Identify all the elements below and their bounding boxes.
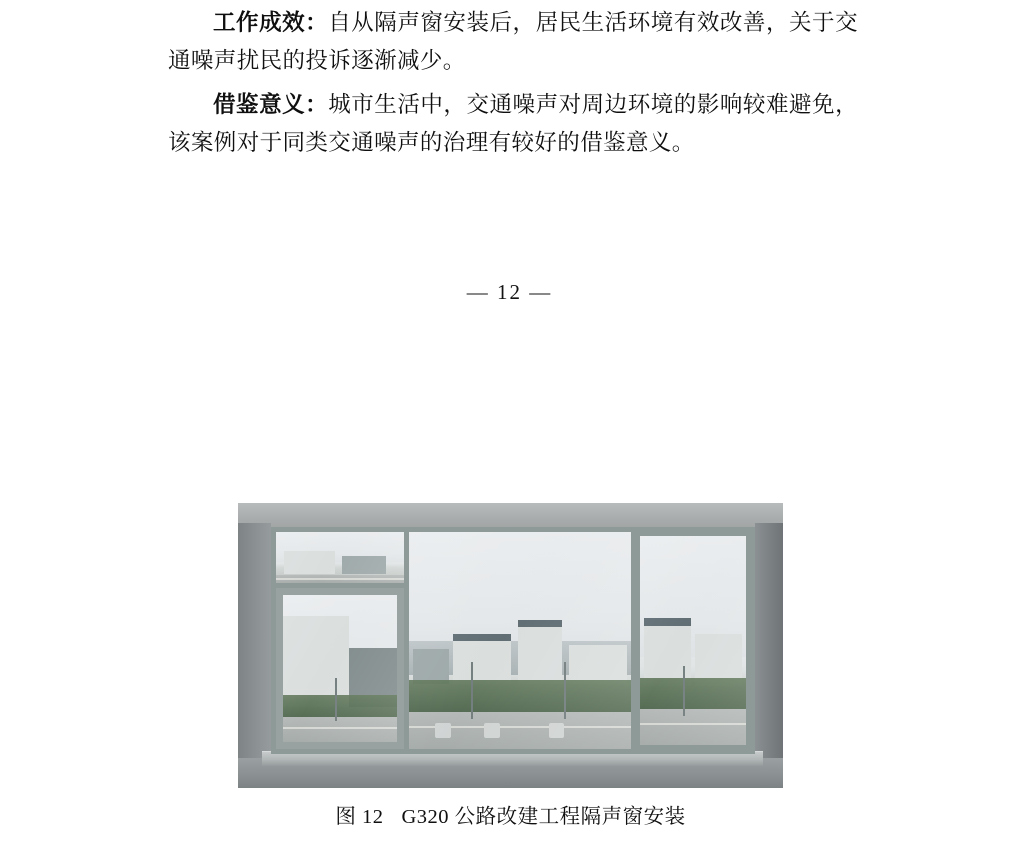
building-roof xyxy=(518,620,563,628)
figure-number: 图 12 xyxy=(335,806,384,828)
outdoor-scene-center xyxy=(409,532,632,749)
utility-pole xyxy=(683,666,685,716)
body-text-block xyxy=(168,4,858,168)
building xyxy=(518,625,563,684)
vehicle xyxy=(435,723,451,738)
paragraph-label-reference-significance: 借鉴意义： xyxy=(213,92,329,117)
building-roof xyxy=(644,618,691,626)
building xyxy=(453,638,511,684)
building-roof xyxy=(453,634,511,641)
outdoor-scene-right xyxy=(640,536,746,745)
building xyxy=(283,616,349,707)
window-pane-fixed-center xyxy=(409,532,637,749)
road xyxy=(276,575,404,584)
building xyxy=(569,645,627,684)
trees xyxy=(283,695,397,718)
figure-photo xyxy=(238,503,783,788)
window-column-left xyxy=(276,532,409,749)
figure-block xyxy=(238,503,783,829)
road xyxy=(283,717,397,742)
page-number: — 12 — xyxy=(466,280,553,304)
paragraph-text-reference-significance: 城市生活中，交通噪声对周边环境的影响较难避免，该案例对于同类交通噪声的治理有较好的借鉴意义。 xyxy=(168,92,858,155)
window-pane-top-left xyxy=(276,532,404,588)
utility-pole xyxy=(335,678,337,722)
vehicle xyxy=(549,723,565,738)
utility-pole xyxy=(471,662,473,718)
paragraph-text-work-results: 自从隔声窗安装后，居民生活环境有效改善，关于交通噪声扰民的投诉逐渐减少。 xyxy=(168,10,858,73)
paragraph-label-work-results: 工作成效： xyxy=(213,10,329,35)
building xyxy=(342,556,385,575)
trees xyxy=(640,678,746,711)
soundproof-window xyxy=(271,527,755,754)
window-pane-right xyxy=(636,532,750,749)
window-pane-casement-left xyxy=(276,588,404,749)
photo-wall-left xyxy=(238,523,271,788)
figure-caption-text: G320 公路改建工程隔声窗安装 xyxy=(401,806,686,828)
utility-pole xyxy=(564,662,566,718)
photo-wall-right xyxy=(755,523,783,788)
trees xyxy=(409,680,632,715)
outdoor-scene-top-left xyxy=(276,532,404,583)
vehicle xyxy=(484,723,500,738)
building xyxy=(284,551,335,575)
figure-caption xyxy=(238,799,783,829)
paragraph-work-results xyxy=(168,4,858,80)
road xyxy=(640,709,746,745)
paragraph-reference-significance xyxy=(168,86,858,162)
outdoor-scene-left xyxy=(283,595,397,742)
